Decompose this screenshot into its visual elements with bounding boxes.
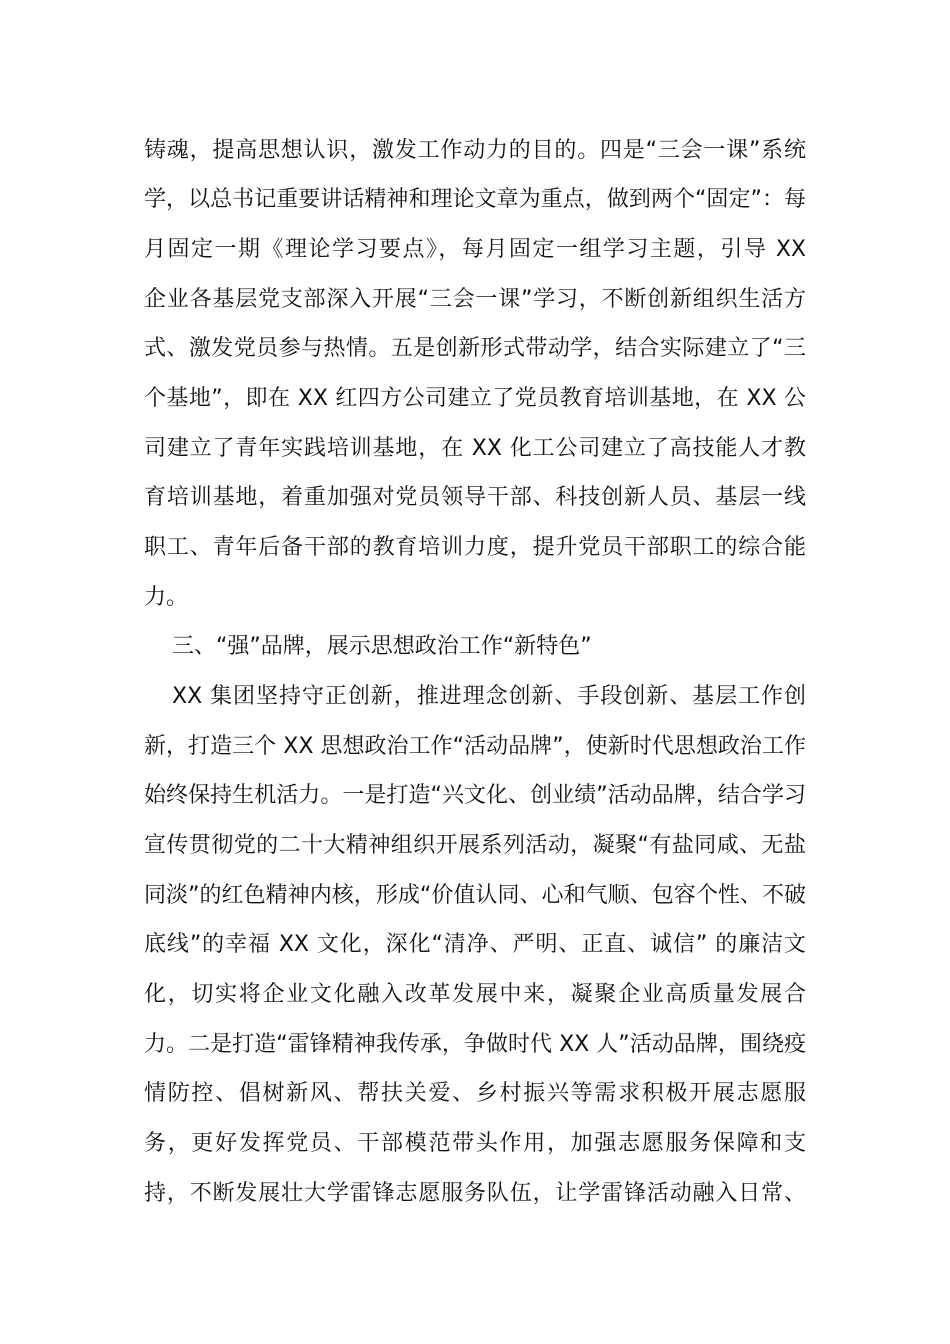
text-line-3: 月固定一期《理论学习要点》，每月固定一组学习主题，引导 XX [144, 237, 806, 262]
text-line-7: 司建立了青年实践培训基地，在 XX 化工公司建立了高技能人才教 [144, 436, 806, 461]
text-line-13: 新，打造三个 XX 思想政治工作“活动品牌”，使新时代思想政治工作 [144, 734, 806, 759]
text-line-5: 式、激发党员参与热情。五是创新形式带动学，结合实际建立了“三 [144, 336, 806, 361]
text-line-4: 企业各基层党支部深入开展“三会一课”学习，不断创新组织生活方 [144, 287, 806, 312]
text-line-12: XX 集团坚持守正创新，推进理念创新、手段创新、基层工作创 [172, 684, 806, 709]
text-line-19: 力。二是打造“雷锋精神我传承，争做时代 XX 人”活动品牌，围绕疫 [144, 1032, 806, 1057]
text-line-21: 务，更好发挥党员、干部模范带头作用，加强志愿服务保障和支 [144, 1131, 806, 1156]
text-line-16: 同淡”的红色精神内核，形成“价值认同、心和气顺、包容个性、不破 [144, 883, 806, 908]
text-line-10: 力。 [144, 585, 189, 610]
text-line-14: 始终保持生机活力。一是打造“兴文化、创业绩”活动品牌，结合学习 [144, 783, 806, 808]
text-line-18: 化，切实将企业文化融入改革发展中来，凝聚企业高质量发展合 [144, 982, 806, 1007]
text-line-17: 底线”的幸福 XX 文化，深化“清净、严明、正直、诚信” 的廉洁文 [144, 932, 806, 957]
text-line-6: 个基地”，即在 XX 红四方公司建立了党员教育培训基地，在 XX 公 [144, 386, 806, 411]
text-line-15: 宣传贯彻党的二十大精神组织开展系列活动，凝聚“有盐同咸、无盐 [144, 833, 806, 858]
section-heading: 三、“强”品牌，展示思想政治工作“新特色” [172, 634, 592, 659]
text-line-20: 情防控、倡树新风、帮扶关爱、乡村振兴等需求积极开展志愿服 [144, 1081, 806, 1106]
text-line-8: 育培训基地，着重加强对党员领导干部、科技创新人员、基层一线 [144, 485, 806, 510]
text-line-2: 学，以总书记重要讲话精神和理论文章为重点，做到两个“固定”：每 [144, 187, 806, 212]
text-line-1: 铸魂，提高思想认识，激发工作动力的目的。四是“三会一课”系统 [144, 138, 806, 163]
text-line-9: 职工、青年后备干部的教育培训力度，提升党员干部职工的综合能 [144, 535, 806, 560]
text-line-22: 持，不断发展壮大学雷锋志愿服务队伍，让学雷锋活动融入日常、 [144, 1181, 806, 1206]
